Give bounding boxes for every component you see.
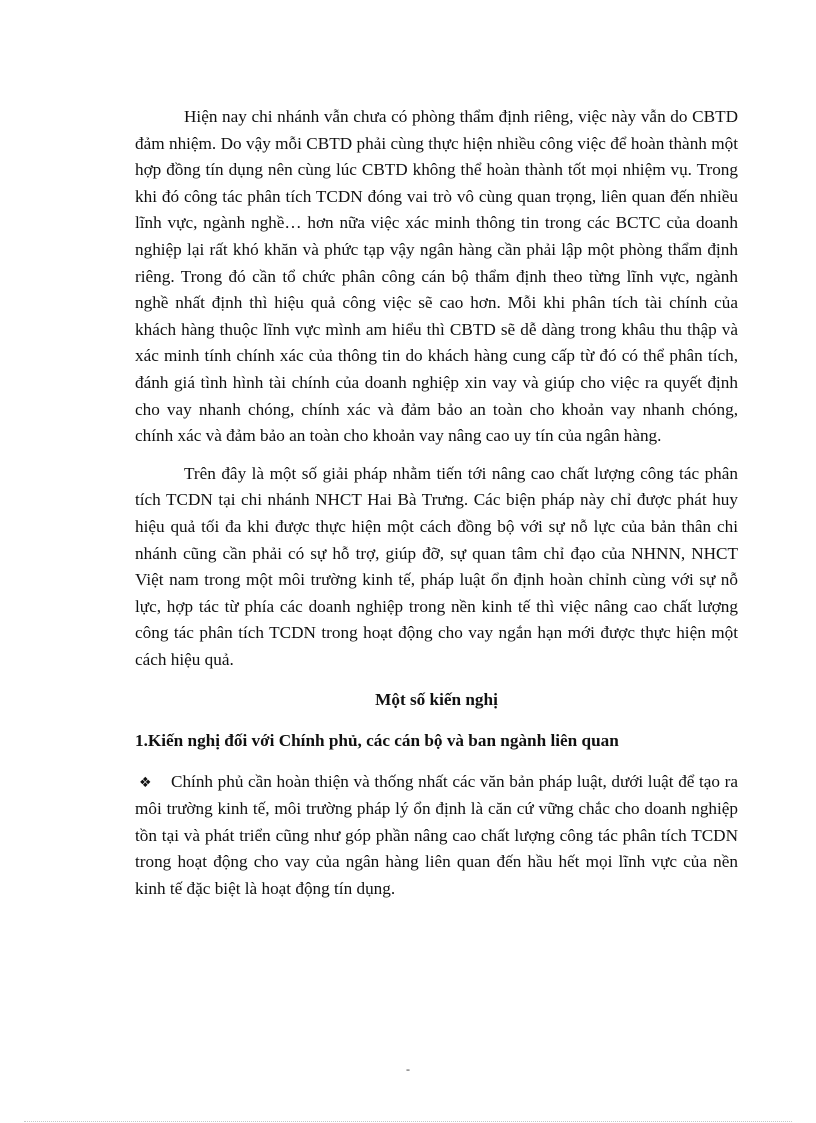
- body-paragraph-1: Hiện nay chi nhánh vẫn chưa có phòng thẩm định riêng, việc này vẫn do CBTD đảm nhiệm. Do vậy mỗi CBTD phải cùng thực hiện nhiều công việc để hoàn thành một hợp đồng tín dụng nên cùng lúc CBTD không thể hoàn thành tốt mọi nhiệm vụ. Trong khi đó công tác phân tích TCDN đóng vai trò vô cùng quan trọng, liên quan đến nhiều lĩnh vực, ngành nghề… hơn nữa việc xác minh thông tin trong các BCTC của doanh nghiệp lại rất khó khăn và phức tạp vậy ngân hàng cần phải lập một phòng thẩm định riêng. Trong đó cần tổ chức phân công cán bộ thẩm định theo từng lĩnh vực, ngành nghề nhất định thì hiệu quả công việc sẽ cao hơn. Mỗi khi phân tích tài chính của khách hàng thuộc lĩnh vực mình am hiểu thì CBTD sẽ dễ dàng trong khâu thu thập và xác minh tính chính xác của thông tin do khách hàng cung cấp từ đó có thể phân tích, đánh giá tình hình tài chính của doanh nghiệp xin vay và giúp cho việc ra quyết định cho vay nhanh chóng, chính xác và đảm bảo an toàn cho khoản vay nhanh chóng, chính xác và đảm bảo an toàn cho khoản vay nâng cao uy tín của ngân hàng.: [135, 107, 738, 446]
- page-bottom-divider: [24, 1121, 792, 1122]
- document-page: [135, 104, 738, 903]
- bullet-item: [135, 769, 738, 903]
- subsection-title: 1.Kiến nghị đối với Chính phủ, các cán bộ và ban ngành liên quan: [135, 731, 619, 751]
- page-number: -: [406, 1062, 410, 1076]
- body-paragraph-2: Trên đây là một số giải pháp nhằm tiến tới nâng cao chất lượng công tác phân tích TCDN tại chi nhánh NHCT Hai Bà Trưng. Các biện pháp này chỉ được phát huy hiệu quả tối đa khi được thực hiện một cách đồng bộ với sự nỗ lực của bản thân chi nhánh cũng cần phải có sự hỗ trợ, giúp đỡ, sự quan tâm chỉ đạo của NHNN, NHCT Việt nam trong một môi trường kinh tế, pháp luật ổn định hoàn chỉnh cùng với sự nỗ lực, hợp tác từ phía các doanh nghiệp trong nền kinh tế thì việc nâng cao chất lượng công tác phân tích TCDN trong hoạt động cho vay ngắn hạn mới được thực hiện một cách hiệu quả.: [135, 463, 738, 669]
- diamond-bullet-icon: ❖: [139, 774, 152, 791]
- section-title: Một số kiến nghị: [375, 690, 498, 710]
- bullet-text: Chính phủ cần hoàn thiện và thống nhất các văn bản pháp luật, dưới luật để tạo ra môi trường kinh tế, môi trường pháp lý ổn định là căn cứ vững chắc cho doanh nghiệp tồn tại và phát triển cũng như góp phần nâng cao chất lượng công tác phân tích TCDN trong hoạt động cho vay của ngân hàng liên quan đến hầu hết mọi lĩnh vực của nền kinh tế đặc biệt là hoạt động tín dụng.: [135, 771, 738, 899]
